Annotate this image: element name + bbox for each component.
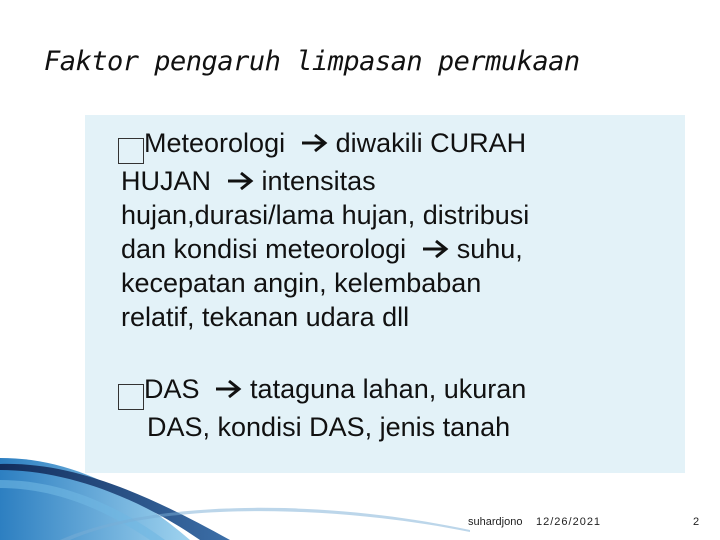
- bullet-text: HUJAN: [121, 166, 212, 196]
- bullet-meteorologi: [118, 126, 678, 334]
- right-arrow-icon: [421, 238, 451, 260]
- bullet-line: [118, 164, 678, 198]
- bullet-line: relatif, tekanan udara dll: [121, 302, 410, 332]
- bullet-line: kecepatan angin, kelembaban: [121, 268, 482, 298]
- bullet-term: DAS: [144, 374, 200, 404]
- bullet-text: dan kondisi meteorologi: [121, 234, 407, 264]
- bullet-line: DAS, kondisi DAS, jenis tanah: [147, 412, 511, 442]
- bullet-line: [118, 372, 678, 410]
- bullet-text: suhu,: [456, 234, 523, 264]
- footer-author: suhardjono: [468, 516, 523, 528]
- bullet-text: intensitas: [261, 166, 376, 196]
- right-arrow-icon: [214, 378, 244, 400]
- checkbox-bullet-icon: [118, 138, 144, 164]
- right-arrow-icon: [226, 170, 256, 192]
- bullet-line: [118, 232, 678, 266]
- footer-date: 12/26/2021: [536, 516, 602, 528]
- bullet-text: tataguna lahan, ukuran: [250, 374, 527, 404]
- footer-page-number: 2: [693, 516, 700, 528]
- bullet-text: diwakili CURAH: [335, 128, 527, 158]
- checkbox-bullet-icon: [118, 384, 144, 410]
- bullet-term: Meteorologi: [144, 128, 286, 158]
- bullet-line: hujan,durasi/lama hujan, distribusi: [121, 200, 530, 230]
- right-arrow-icon: [300, 132, 330, 154]
- bullet-line: [118, 126, 678, 164]
- slide-title: Faktor pengaruh limpasan permukaan: [44, 46, 580, 77]
- bullet-das: [118, 372, 678, 444]
